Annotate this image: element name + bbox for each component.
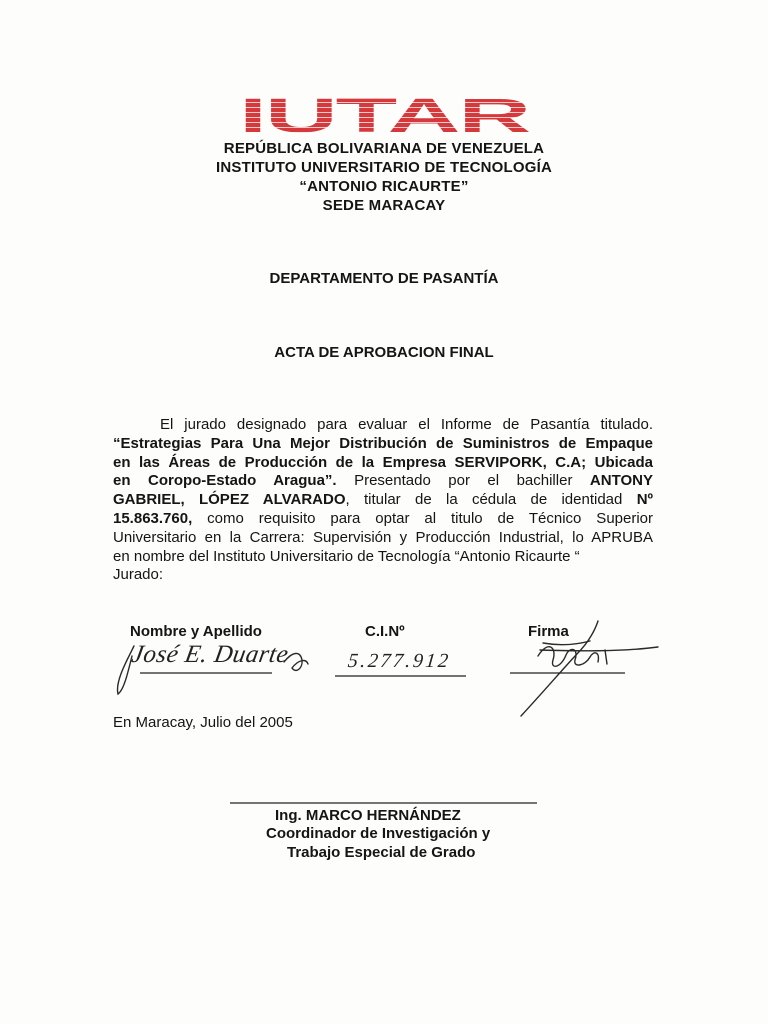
- paragraph-text: Presentado por el bachiller: [354, 472, 573, 490]
- student-id-text: 15.863.760,: [113, 509, 193, 527]
- signature-stroke-top: [543, 641, 590, 645]
- header-line-institute: INSTITUTO UNIVERSITARIO DE TECNOLOGÍA: [215, 159, 553, 176]
- student-name-text: GABRIEL, LÓPEZ ALVARADO: [113, 491, 346, 509]
- paragraph-text: El jurado designado para evaluar el Informe de Pasantía titulado.: [160, 416, 653, 433]
- report-title-text: en Coropo-Estado Aragua”.: [113, 472, 337, 490]
- paragraph-line-6: [113, 510, 653, 529]
- jury-header-signature: Firma: [528, 623, 569, 640]
- signature-stroke-mark: [605, 650, 607, 664]
- paragraph-line-7: [113, 529, 653, 548]
- paragraph-text: en nombre del Instituto Universitario de Tecnología “Antonio Ricaurte “: [113, 547, 580, 565]
- jury-header-name: Nombre y Apellido: [130, 623, 262, 640]
- paragraph-line-9: [113, 566, 653, 585]
- handwritten-jury-id: 5.277.912: [346, 650, 452, 672]
- place-date: En Maracay, Julio del 2005: [113, 714, 293, 731]
- student-name-text: ANTONY: [589, 472, 653, 490]
- paragraph-line-1: [113, 416, 653, 435]
- report-title-text: “Estrategias Para Una Mejor Distribución de Suministros de Empaque: [113, 434, 653, 452]
- paragraph-line-8: [113, 548, 653, 567]
- paragraph-text: Universitario en la Carrera: Supervisión y Producción Industrial, lo APRUBA: [113, 528, 653, 546]
- header-line-campus: SEDE MARACAY: [322, 197, 446, 214]
- paragraph-line-3: [113, 454, 653, 473]
- paragraph-line-4: [113, 472, 653, 491]
- coordinator-title-line-1: Coordinador de Investigación y: [266, 825, 491, 842]
- institution-header: [0, 139, 768, 215]
- jury-header-id: C.I.Nº: [365, 623, 405, 640]
- department-heading: DEPARTAMENTO DE PASANTÍA: [269, 270, 499, 287]
- jury-label: Jurado:: [113, 566, 164, 584]
- paragraph-line-5: [113, 491, 653, 510]
- header-line-name: “ANTONIO RICAURTE”: [299, 178, 469, 195]
- report-title-text: en las Áreas de Producción de la Empresa SERVIPORK, C.A; Ubicada: [113, 453, 653, 471]
- signature-stroke-cross: [540, 647, 658, 651]
- document-title: ACTA DE APROBACION FINAL: [274, 344, 494, 361]
- approval-paragraph: [113, 416, 653, 585]
- signature-stroke-loops: [538, 647, 598, 667]
- handwritten-jury-name: José E. Duarte: [129, 641, 291, 668]
- coordinator-name: Ing. MARCO HERNÁNDEZ: [275, 807, 461, 824]
- paragraph-text: , titular de la cédula de identidad: [345, 491, 623, 509]
- id-label-text: Nº: [636, 491, 653, 509]
- institute-logo: IUTAR: [239, 90, 529, 143]
- logo-container: [0, 90, 768, 143]
- paragraph-line-2: [113, 435, 653, 454]
- header-line-country: REPÚBLICA BOLIVARIANA DE VENEZUELA: [223, 140, 545, 157]
- paragraph-text: como requisito para optar al titulo de Técnico Superior: [207, 509, 654, 527]
- coordinator-title-line-2: Trabajo Especial de Grado: [287, 844, 476, 861]
